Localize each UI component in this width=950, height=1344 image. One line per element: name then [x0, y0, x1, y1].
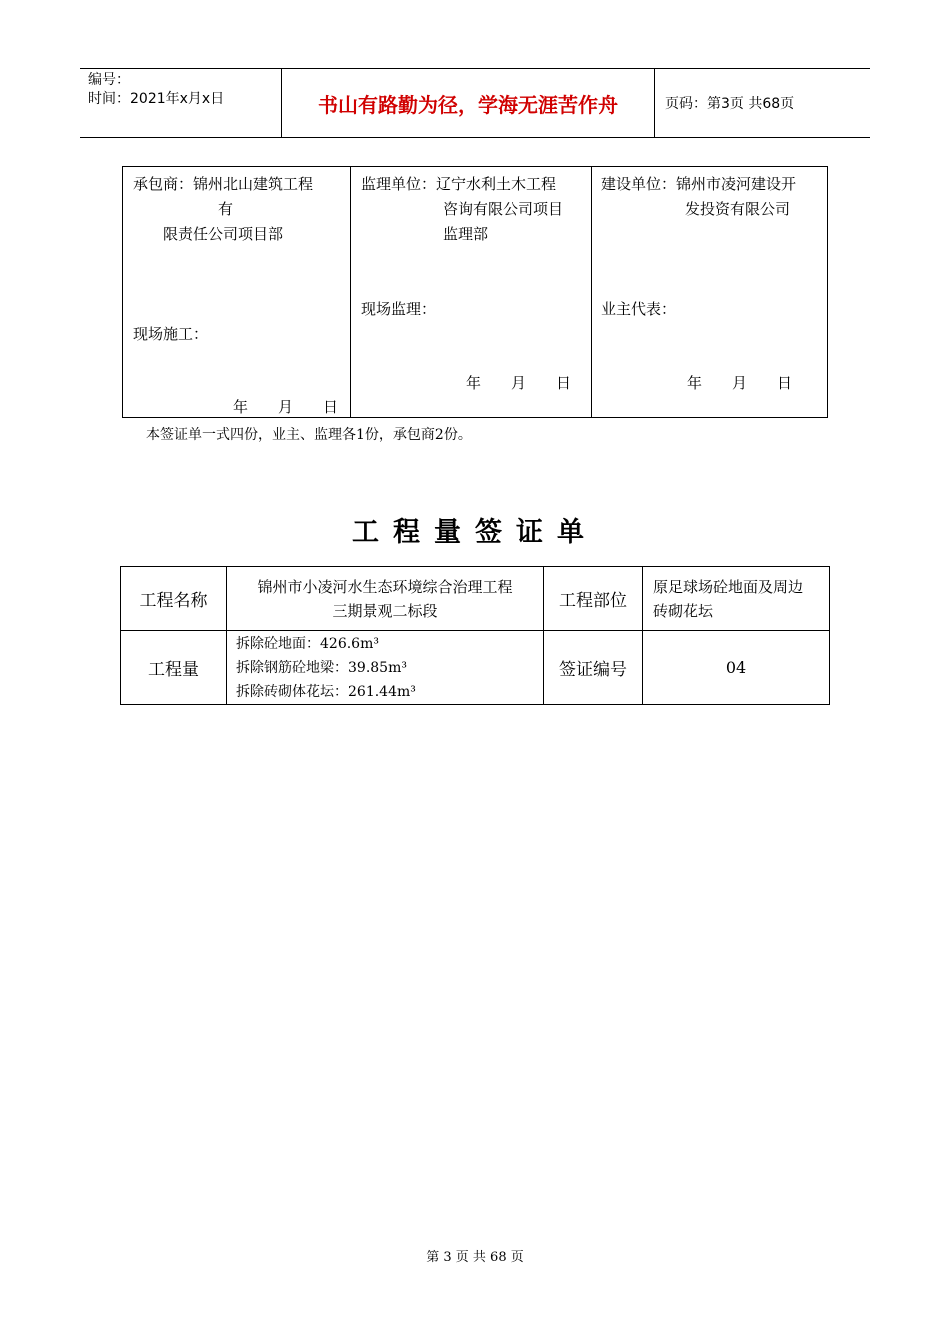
signature-table [122, 166, 828, 418]
supervisor-line2: 咨询有限公司项目 [443, 200, 564, 218]
location-line1: 原足球场砼地面及周边 [653, 577, 804, 596]
copies-note: 本签证单一式四份，业主、监理各1份，承包商2份。 [146, 427, 472, 443]
quantity-label: 工程量 [121, 631, 227, 705]
owner-line1: 建设单位：锦州市凌河建设开 [601, 175, 797, 193]
quantity-item: 拆除钢筋砼地梁：39.85m³ [236, 659, 407, 676]
header-meta [80, 69, 282, 137]
location-line2: 砖砌花坛 [653, 601, 714, 620]
page-header [80, 68, 870, 138]
contractor-line2: 有 [218, 200, 234, 218]
owner-date: 年 月 日 [687, 374, 793, 392]
project-name-line2: 三期景观二标段 [332, 601, 438, 620]
supervisor-line1: 监理单位：辽宁水利土木工程 [361, 175, 557, 193]
owner-sign-label: 业主代表： [601, 300, 677, 318]
supervisor-date: 年 月 日 [466, 374, 572, 392]
cert-no-label: 签证编号 [544, 631, 643, 705]
project-name-cell [227, 567, 544, 631]
quantity-item: 拆除砼地面：426.6m³ [236, 635, 379, 652]
supervisor-line3: 监理部 [443, 225, 489, 243]
time-label: 时间：2021年x月x日 [88, 91, 225, 107]
form-title: 工程量签证单 [352, 517, 598, 548]
owner-line2: 发投资有限公司 [685, 200, 791, 218]
supervisor-sign-label: 现场监理： [361, 300, 437, 318]
contractor-line3: 限责任公司项目部 [163, 225, 284, 243]
header-motto: 书山有路勤为径，学海无涯苦作舟 [282, 69, 655, 137]
location-cell [643, 567, 830, 631]
owner-cell [592, 167, 828, 418]
contractor-sign-label: 现场施工： [133, 325, 209, 343]
project-name-label: 工程名称 [121, 567, 227, 631]
contractor-cell [123, 167, 351, 418]
header-page-label: 页码：第3页 共68页 [665, 96, 795, 112]
cert-no-value: 04 [643, 631, 830, 705]
project-name-line1: 锦州市小凌河水生态环境综合治理工程 [257, 577, 513, 596]
location-label: 工程部位 [544, 567, 643, 631]
contractor-line1: 承包商：锦州北山建筑工程 [133, 175, 314, 193]
quantity-list [227, 631, 544, 705]
supervisor-cell [351, 167, 592, 418]
quantity-item: 拆除砖砌体花坛：261.44m³ [236, 683, 416, 700]
quantity-table [120, 566, 830, 705]
page-footer: 第 3 页 共 68 页 [426, 1250, 524, 1265]
contractor-date: 年 月 日 [233, 398, 339, 416]
number-label: 编号： [88, 72, 130, 88]
